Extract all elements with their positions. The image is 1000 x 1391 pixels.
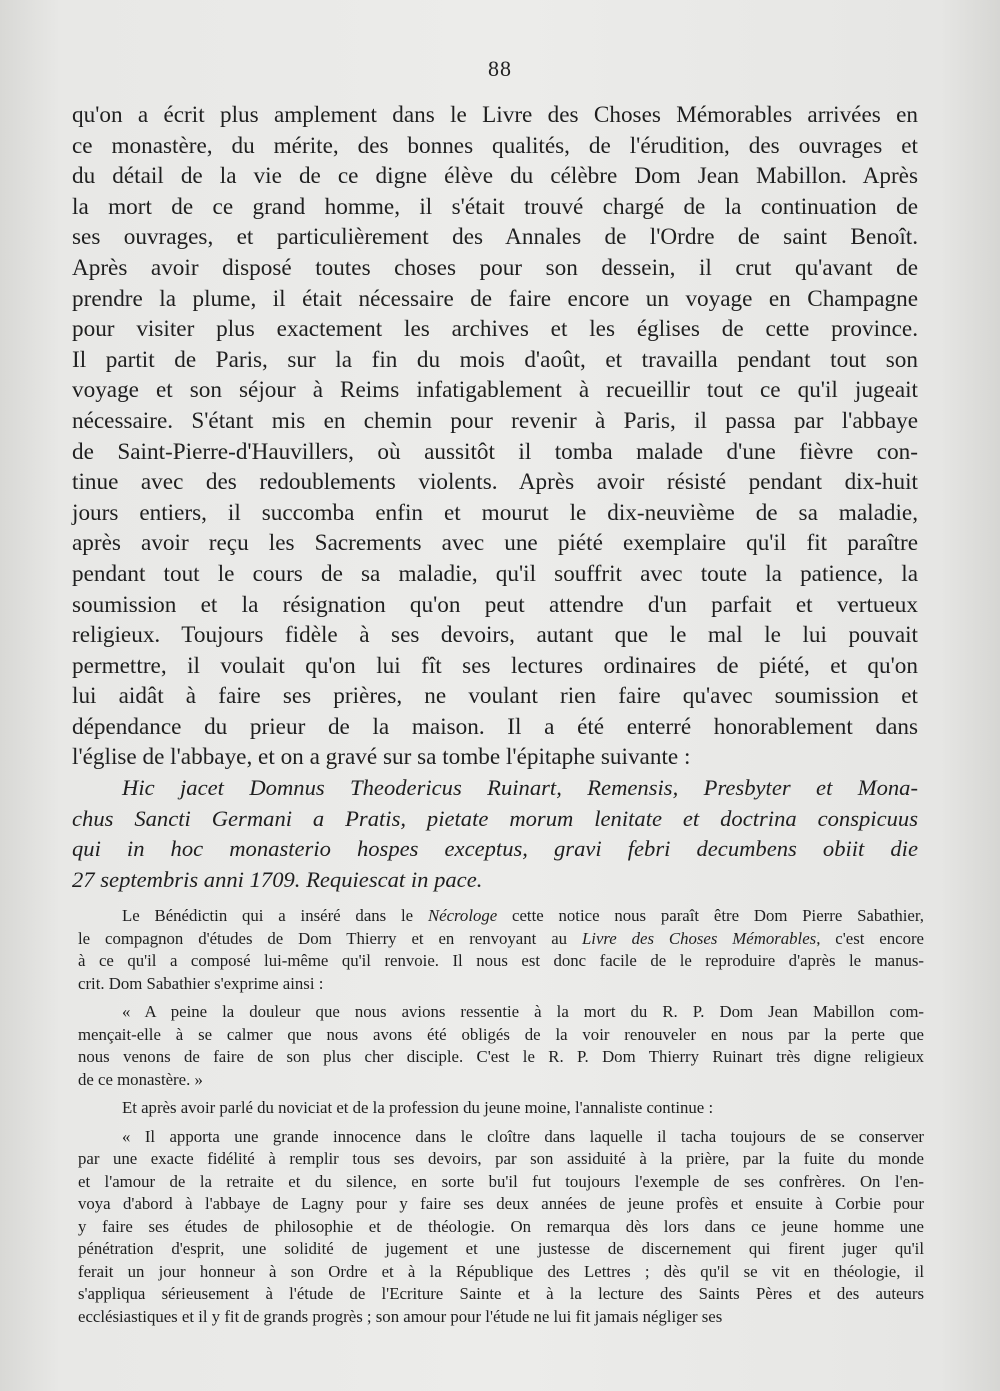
text-line: dépendance du prieur de la maison. Il a été enterré honorablement dans (72, 713, 918, 740)
note-line (78, 1261, 924, 1284)
italic-title: Nécrologe (427, 906, 498, 925)
note-line (78, 905, 924, 928)
main-text-block (72, 100, 918, 895)
note-line (78, 1306, 924, 1329)
note-paragraph (78, 1001, 924, 1091)
note-line (78, 1238, 924, 1261)
text-line: voyage et son séjour à Reims infatigablement à recueillir tout ce qu'il jugeait (72, 377, 918, 404)
note-text: le compagnon d'études de Dom Thierry et en renvoyant au (78, 928, 582, 948)
epitaph-line: chus Sancti Germani a Pratis, pietate morum lenitate et doctrina conspicuus (72, 805, 918, 831)
note-text: , c'est encore (816, 928, 924, 948)
note-text: mençait-elle à se calmer que nous avons été obligés de la voir renouveler en nous par la perte que (78, 1024, 924, 1044)
note-line (78, 1148, 924, 1171)
note-text: « A peine la douleur que nous avions ressentie à la mort du R. P. Dom Jean Mabillon com- (122, 1002, 924, 1021)
note-text: Et après avoir parlé du noviciat et de la profession du jeune moine, l'annaliste continue : (122, 1098, 714, 1117)
note-line (78, 928, 924, 951)
note-text: nous venons de faire de son plus cher disciple. C'est le R. P. Dom Thierry Ruinart très digne religieux (78, 1047, 924, 1066)
text-line: Il partit de Paris, sur la fin du mois d'août, et travailla pendant tout son (72, 346, 918, 373)
note-line (78, 1001, 924, 1024)
note-line (78, 1283, 924, 1306)
text-line: de Saint-Pierre-d'Hauvillers, où aussitôt il tomba malade d'une fièvre con- (72, 438, 918, 465)
text-line: permettre, il voulait qu'on lui fît ses lectures ordinaires de piété, et qu'on (72, 652, 918, 679)
note-text: de ce monastère. » (78, 1069, 203, 1089)
note-line (78, 1193, 924, 1216)
note-text: et l'amour de la retraite et du silence, en sorte bu'il fut toujours l'exemple de ses confrères. On l'en- (78, 1171, 924, 1191)
note-line (78, 1216, 924, 1239)
italic-title: Livre des Choses Mémorables (581, 928, 817, 948)
text-line: religieux. Toujours fidèle à ses devoirs, autant que le mal le lui pouvait (72, 622, 918, 649)
text-line: ses ouvrages, et particulièrement des Annales de l'Ordre de saint Benoît. (72, 224, 918, 251)
note-line (78, 1097, 924, 1120)
note-text: « Il apporta une grande innocence dans le cloître dans laquelle il tacha toujours de se conserver (122, 1126, 924, 1146)
text-line: l'église de l'abbaye, et on a gravé sur sa tombe l'épitaphe suivante : (72, 744, 691, 771)
note-paragraph (78, 905, 924, 995)
note-text: crit. Dom Sabathier s'exprime ainsi : (78, 973, 324, 993)
text-line: nécessaire. S'étant mis en chemin pour revenir à Paris, il passa par l'abbaye (72, 407, 918, 434)
note-text: ecclésiastiques et il y fit de grands progrès ; son amour pour l'étude ne lui fit jamais négliger ses (78, 1306, 723, 1326)
main-paragraph (72, 100, 918, 773)
epitaph-quote (72, 773, 918, 895)
note-text: pénétration d'esprit, une solidité de jugement et une justesse de discernement qui firent juger qu'il (78, 1239, 924, 1258)
note-line (78, 1024, 924, 1047)
note-text: s'appliqua sérieusement à l'étude de l'Ecriture Sainte et à la lecture des Saints Pères et des auteurs (78, 1284, 924, 1303)
note-text: Le Bénédictin qui a inséré dans le (122, 906, 428, 925)
text-line: Après avoir disposé toutes choses pour son dessein, il crut qu'avant de (72, 254, 918, 281)
text-line: après avoir reçu les Sacrements avec une piété exemplaire qu'il fit paraître (72, 530, 918, 557)
text-line: qu'on a écrit plus amplement dans le Livre des Choses Mémorables arrivées en (72, 102, 918, 128)
note-text: voya d'abord à l'abbaye de Lagny pour y faire ses deux années de jeune profès et ensuite à Corbie pour (78, 1194, 924, 1213)
note-line (78, 1069, 924, 1092)
text-line: soumission et la résignation qu'on peut attendre d'un parfait et vertueux (72, 591, 918, 618)
note-line (78, 1046, 924, 1069)
text-line: tinue avec des redoublements violents. Après avoir résisté pendant dix-huit (72, 469, 918, 496)
text-line: lui aidât à faire ses prières, ne voulant rien faire qu'avec soumission et (72, 683, 918, 710)
note-text: à ce qu'il a composé lui-même qu'il renvoie. Il nous est donc facile de le reproduire d'après le manus- (78, 951, 924, 970)
epitaph-line: qui in hoc monasterio hospes exceptus, gravi febri decumbens obiit die (72, 836, 918, 862)
text-line: du détail de la vie de ce digne élève du célèbre Dom Jean Mabillon. Après (72, 163, 918, 190)
text-line: pendant tout le cours de sa maladie, qu'il souffrit avec toute la patience, la (72, 560, 918, 587)
note-text: ferait un jour honneur à son Ordre et à la République des Lettres ; dès qu'il se vit en théologie, il (78, 1261, 924, 1281)
footnote-block (78, 905, 924, 1334)
epitaph-line: 27 septembris anni 1709. Requiescat in pace. (72, 866, 483, 892)
page-number: 88 (488, 56, 512, 81)
text-line: ce monastère, du mérite, des bonnes qualités, de l'érudition, des ouvrages et (72, 132, 918, 159)
note-text: cette notice nous paraît être Dom Pierre Sabathier, (497, 906, 924, 925)
note-paragraph (78, 1097, 924, 1120)
text-line: jours entiers, il succomba enfin et mourut le dix-neuvième de sa maladie, (72, 499, 918, 526)
note-line (78, 1171, 924, 1194)
text-line: la mort de ce grand homme, il s'était trouvé chargé de la continuation de (72, 193, 918, 220)
note-paragraph (78, 1126, 924, 1329)
epitaph-line: Hic jacet Domnus Theodericus Ruinart, Remensis, Presbyter et Mona- (122, 775, 918, 801)
text-line: prendre la plume, il était nécessaire de faire encore un voyage en Champagne (72, 285, 918, 312)
note-line (78, 973, 924, 996)
text-line: pour visiter plus exactement les archives et les églises de cette province. (72, 316, 918, 343)
note-line (78, 1126, 924, 1149)
note-line (78, 950, 924, 973)
note-text: y faire ses études de philosophie et de théologie. On remarqua dès lors dans ce jeune homme une (78, 1216, 924, 1236)
note-text: par une exacte fidélité à remplir tous ses devoirs, par son assiduité à la prière, par la fuite du monde (78, 1149, 924, 1168)
